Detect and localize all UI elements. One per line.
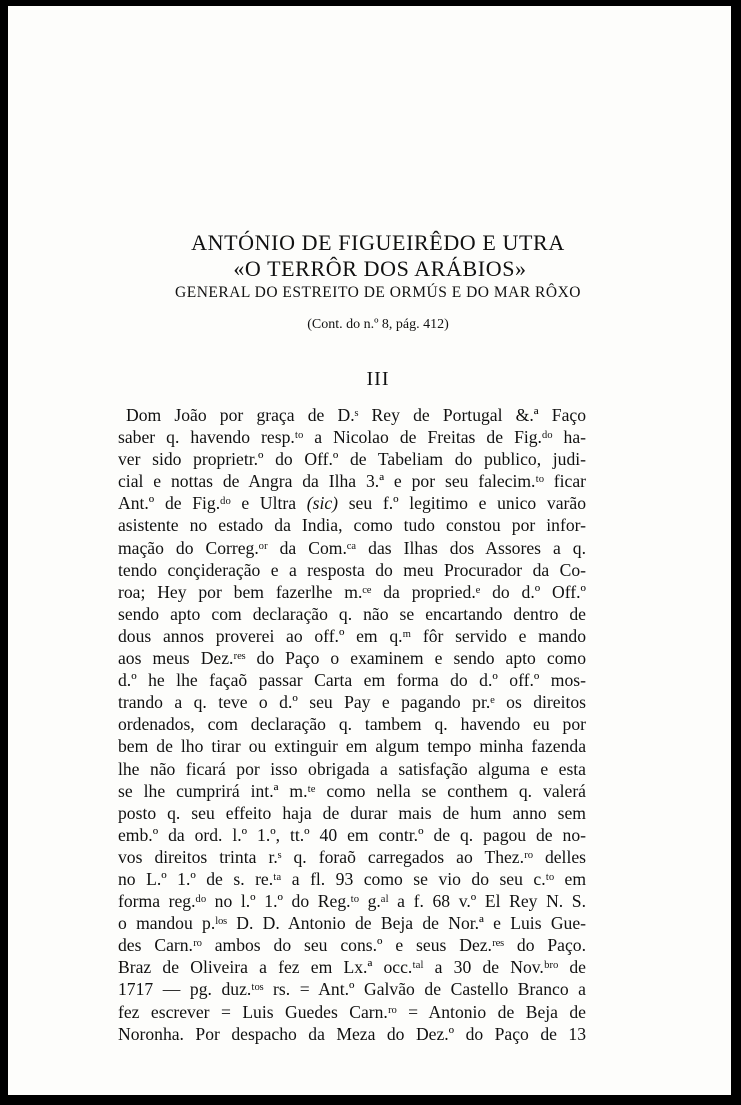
body-line: fez escrever = Luis Guedes Carn.ʳᵒ = Antonio de Beja de [118,1001,586,1022]
body-line: vos direitos trinta r.ˢ q. foraõ carregados ao Thez.ʳᵒ delles [118,846,586,867]
body-line: se lhe cumprirá int.ª m.ᵗᵉ como nella se conthem q. valerá [118,780,586,801]
body-line: ordenados, com declaração q. tambem q. havendo eu por [118,714,586,735]
body-line: no L.º 1.º de s. re.ᵗᵃ a fl. 93 como se vio do seu c.ᵗᵒ em [118,868,586,889]
chapter-heading [108,230,648,304]
continuation-note: (Cont. do n.º 8, pág. 412) [307,317,449,332]
body-line: Ant.º de Fig.ᵈᵒ e Ultra (sic) seu f.º legitimo e unico varão [118,493,586,514]
body-line: posto q. seu effeito haja de durar mais de hum anno sem [118,802,586,823]
body-line: d.º he lhe façaõ passar Carta em forma do d.º off.º mos- [118,670,586,691]
body-line: lhe não ficará por isso obrigada a satisfação alguma e esta [118,758,586,779]
body-line: 1717 — pg. duz.ᵗᵒˢ rs. = Ant.º Galvão de Castello Branco a [118,979,586,1000]
body-line: saber q. havendo resp.ᵗᵒ a Nicolao de Freitas de Fig.ᵈᵒ ha- [118,427,586,448]
body-text [118,404,586,1045]
body-line: trando a q. teve o d.º seu Pay e pagando pr.ᵉ os direitos [118,692,586,713]
body-line: roa; Hey por bem fazerlhe m.ᶜᵉ da propried.ᵉ do d.º Off.º [118,581,586,602]
body-line: bem de lho tirar ou extinguir em algum tempo minha fazenda [118,736,586,757]
body-line: o mandou p.ˡᵒˢ D. D. Antonio de Beja de Nor.ª e Luis Gue- [118,913,586,934]
body-line: ver sido proprietr.º do Off.º de Tabeliam do publico, judi- [118,449,586,470]
body-line: sendo apto com declaração q. não se encartando dentro de [118,603,586,624]
article-subtitle: «O TERRÔR DOS ARÁBIOS» [233,256,527,281]
body-line: des Carn.ʳᵒ ambos do seu cons.º e seus Dez.ʳᵉˢ do Paço. [118,935,586,956]
body-line: aos meus Dez.ʳᵉˢ do Paço o examinem e sendo apto como [118,648,586,669]
body-line: Dom João por graça de D.ˢ Rey de Portugal &.ª Faço [126,405,586,425]
body-line: Noronha. Por despacho da Meza do Dez.º do Paço de 13 [118,1023,586,1044]
body-line: Braz de Oliveira a fez em Lx.ª occ.ᵗᵃˡ a 30 de Nov.ᵇʳᵒ de [118,957,586,978]
body-line: emb.º da ord. l.º 1.º, tt.º 40 em contr.º de q. pagou de no- [118,824,586,845]
body-line: asistente no estado da India, como tudo constou por infor- [118,515,586,536]
body-line: tendo conçideração e a resposta do meu Procurador da Co- [118,559,586,580]
article-general-line: GENERAL DO ESTREITO DE ORMÚS E DO MAR RÔXO [175,284,581,301]
body-line: dous annos proverei ao off.º em q.ᵐ fôr servido e mando [118,625,586,646]
book-page [8,6,731,1095]
body-line: forma reg.ᵈᵒ no l.º 1.º do Reg.ᵗᵒ g.ᵃˡ a f. 68 v.º El Rey N. S. [118,891,586,912]
body-line: mação do Correg.ᵒʳ da Com.ᶜᵃ das Ilhas dos Assores a q. [118,537,586,558]
section-number: III [366,368,390,390]
article-title: ANTÓNIO DE FIGUEIRÊDO E UTRA [191,230,565,255]
sic-annotation: (sic) [306,493,338,514]
body-line: cial e nottas de Angra da Ilha 3.ª e por seu falecim.ᵗᵒ ficar [118,471,586,492]
